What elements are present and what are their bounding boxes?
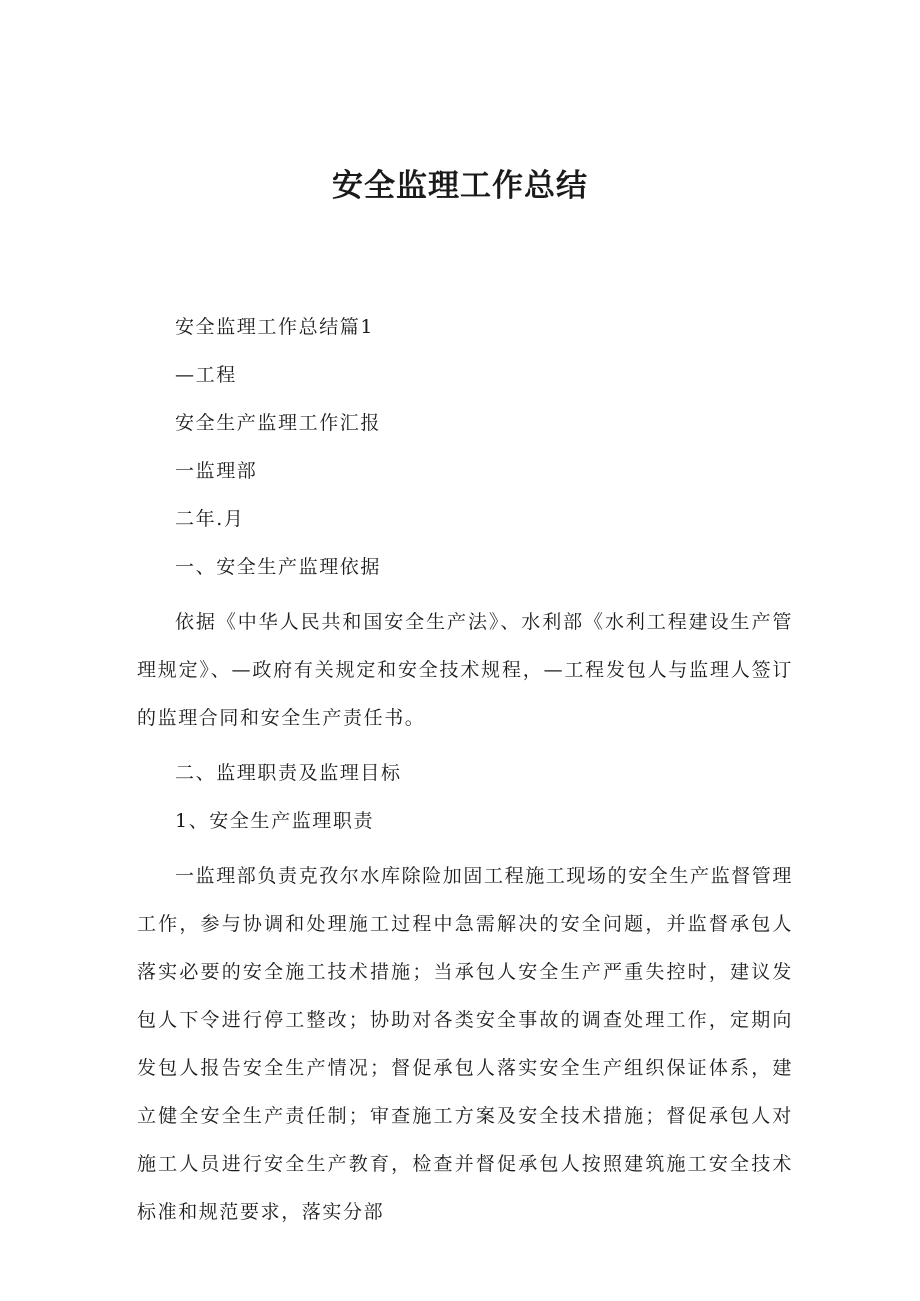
department-line: 一监理部 bbox=[175, 460, 258, 482]
document-body bbox=[137, 310, 793, 1250]
basis-paragraph: 依据《中华人民共和国安全生产法》、水利部《水利工程建设生产管理规定》、—政府有关规定和安全技术规程，—工程发包人与监理人签订的监理合同和安全生产责任书。 bbox=[137, 611, 793, 729]
section-one-heading: 一、安全生产监理依据 bbox=[175, 556, 382, 578]
subsection-one-heading: 1、安全生产监理职责 bbox=[175, 810, 375, 832]
section-two-heading: 二、监理职责及监理目标 bbox=[175, 762, 402, 784]
article-heading: 安全监理工作总结篇1 bbox=[175, 316, 375, 338]
duties-paragraph: 一监理部负责克孜尔水库除险加固工程施工现场的安全生产监督管理工作，参与协调和处理施工过程中急需解决的安全问题，并监督承包人落实必要的安全施工技术措施；当承包人安全生产严重失控时，建议发包人下令进行停工整改；协助对各类安全事故的调查处理工作，定期向发包人报告安全生产情况；督促承包人落实安全生产组织保证体系，建立健全安全生产责任制；审查施工方案及安全技术措施；督促承包人对施工人员进行安全生产教育，检查并督促承包人按照建筑施工安全技术标准和规范要求，落实分部 bbox=[137, 865, 794, 1223]
date-line: 二年.月 bbox=[175, 508, 245, 530]
project-name-line: —工程 bbox=[175, 364, 237, 386]
document-title: 安全监理工作总结 bbox=[332, 168, 588, 204]
report-title-line: 安全生产监理工作汇报 bbox=[175, 412, 382, 434]
